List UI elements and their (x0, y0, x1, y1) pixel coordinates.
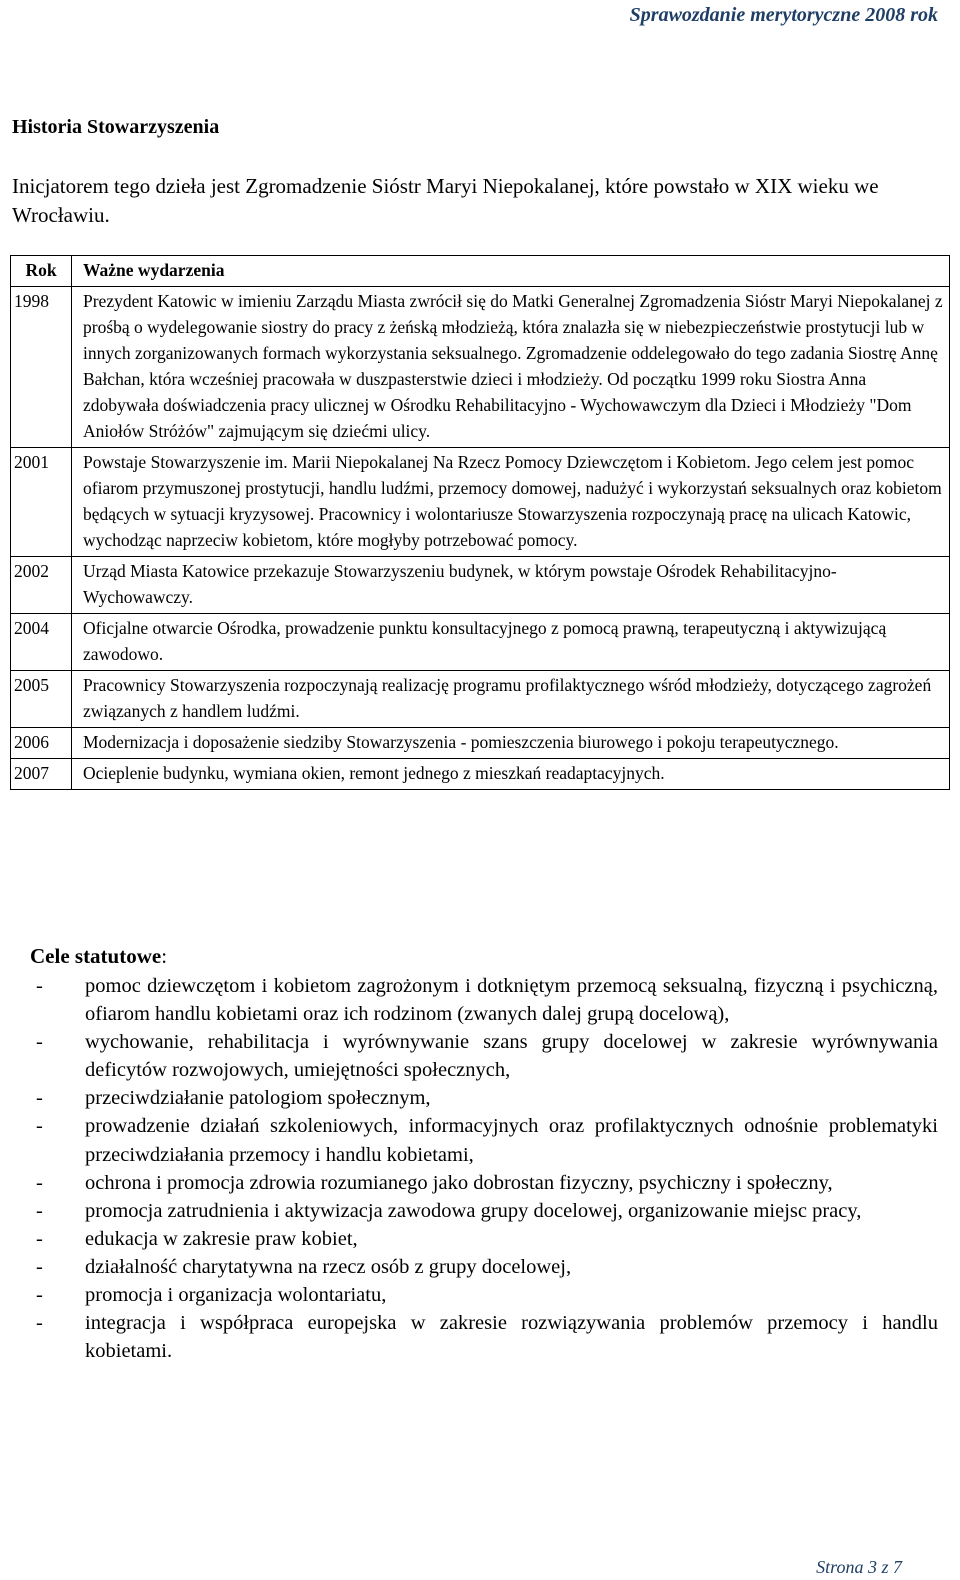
goals-heading (30, 944, 167, 969)
row-year: 1998 (11, 287, 72, 448)
section-title: Historia Stowarzyszenia (12, 116, 220, 138)
table-row (11, 614, 950, 671)
list-item (36, 1253, 938, 1281)
events-table (10, 255, 950, 790)
list-item-text: pomoc dziewczętom i kobietom zagrożonym i dotkniętym przemocą seksualną, fizyczną i psychiczną, ofiarom handlu kobietami oraz ich rodzinom (zwanych dalej grupą docelową), (85, 975, 938, 1026)
row-event: Oficjalne otwarcie Ośrodka, prowadzenie punktu konsultacyjnego z pomocą prawną, terapeutyczną i aktywizującą zawodowo. (72, 614, 950, 671)
list-dash: - (36, 1255, 43, 1278)
table-row (11, 287, 950, 448)
row-year: 2007 (11, 759, 72, 790)
column-header-events: Ważne wydarzenia (72, 256, 950, 287)
row-event: Prezydent Katowic w imieniu Zarządu Miasta zwrócił się do Matki Generalnej Zgromadzenia Sióstr Maryi Niepokalanej z prośbą o wydelegowanie siostry do pracy z żeńską młodzieżą, która znalazła się w niebezpieczeństwie prostytucji lub w innych zorganizowanych formach wykorzystania seksualnego. Zgromadzenie oddelegowało do tego zadania Siostrę Annę Bałchan, która wcześniej pracowała w duszpasterstwie dzieci i młodzieży. Od początku 1999 roku Siostra Anna zdobywała doświadczenia pracy ulicznej w Ośrodku Rehabilitacyjno - Wychowawczym dla Dzieci i Młodzieży "Dom Aniołów Stróżów" zajmującym się dziećmi ulicy. (72, 287, 950, 448)
list-item-text: promocja i organizacja wolontariatu, (85, 1284, 387, 1307)
table-header-row (11, 256, 950, 287)
row-year: 2004 (11, 614, 72, 671)
table-row (11, 759, 950, 790)
row-year: 2002 (11, 557, 72, 614)
row-event: Modernizacja i doposażenie siedziby Stowarzyszenia - pomieszczenia biurowego i pokoju terapeutycznego. (72, 728, 950, 759)
row-event: Pracownicy Stowarzyszenia rozpoczynają realizację programu profilaktycznego wśród młodzieży, dotyczącego zagrożeń związanych z handlem ludźmi. (72, 671, 950, 728)
list-item (36, 1281, 938, 1309)
row-year: 2006 (11, 728, 72, 759)
list-item (36, 1028, 938, 1084)
row-event: Urząd Miasta Katowice przekazuje Stowarzyszeniu budynek, w którym powstaje Ośrodek Rehabilitacyjno-Wychowawczy. (72, 557, 950, 614)
list-item-text: wychowanie, rehabilitacja i wyrównywanie szans grupy docelowej w zakresie wyrównywania deficytów rozwojowych, umiejętności społecznych, (85, 1031, 938, 1082)
column-header-year: Rok (11, 256, 72, 287)
table-row (11, 671, 950, 728)
goals-title: Cele statutowe (30, 944, 162, 968)
goals-list (36, 972, 938, 1365)
page-footer: Strona 3 z 7 (816, 1557, 902, 1577)
list-dash: - (36, 1312, 43, 1335)
row-event: Ocieplenie budynku, wymiana okien, remont jednego z mieszkań readaptacyjnych. (72, 759, 950, 790)
list-dash: - (36, 1171, 43, 1194)
row-year: 2001 (11, 448, 72, 557)
list-item-text: integracja i współpraca europejska w zakresie rozwiązywania problemów przemocy i handlu kobietami. (85, 1312, 938, 1363)
intro-paragraph: Inicjatorem tego dzieła jest Zgromadzenie Sióstr Maryi Niepokalanej, które powstało w XIX wieku we Wrocławiu. (12, 174, 879, 227)
list-item (36, 1197, 938, 1225)
list-item (36, 1169, 938, 1197)
row-event: Powstaje Stowarzyszenie im. Marii Niepokalanej Na Rzecz Pomocy Dziewczętom i Kobietom. Jego celem jest pomoc ofiarom przymuszonej prostytucji, handlu ludźmi, przemocy domowej, nadużyć i wykorzystań seksualnych oraz kobietom będących w sytuacji kryzysowej. Pracownicy i wolontariusze Stowarzyszenia rozpoczynają pracę na ulicach Katowic, wychodząc naprzeciw kobietom, które mogłyby potrzebować pomocy. (72, 448, 950, 557)
list-item-text: przeciwdziałanie patologiom społecznym, (85, 1087, 431, 1110)
table-row (11, 448, 950, 557)
table-row (11, 557, 950, 614)
list-item-text: działalność charytatywna na rzecz osób z grupy docelowej, (85, 1255, 572, 1278)
row-year: 2005 (11, 671, 72, 728)
goals-title-colon: : (161, 944, 168, 968)
list-item (36, 1309, 938, 1365)
list-item (36, 1112, 938, 1168)
list-dash: - (36, 1031, 43, 1054)
list-item-text: promocja zatrudnienia i aktywizacja zawodowa grupy docelowej, organizowanie miejsc pracy, (85, 1199, 862, 1222)
table-row (11, 728, 950, 759)
list-dash: - (36, 1087, 43, 1110)
list-dash: - (36, 975, 43, 997)
list-dash: - (36, 1199, 43, 1222)
list-item-text: edukacja w zakresie praw kobiet, (85, 1227, 358, 1250)
list-item (36, 972, 938, 1028)
list-item-text: prowadzenie działań szkoleniowych, informacyjnych oraz profilaktycznych odnośnie problematyki przeciwdziałania przemocy i handlu kobietami, (85, 1115, 938, 1166)
list-dash: - (36, 1227, 43, 1250)
list-item (36, 1084, 938, 1112)
list-dash: - (36, 1115, 43, 1138)
list-dash: - (36, 1284, 43, 1307)
page-header: Sprawozdanie merytoryczne 2008 rok (629, 4, 938, 26)
list-item-text: ochrona i promocja zdrowia rozumianego jako dobrostan fizyczny, psychiczny i społeczny, (85, 1171, 833, 1194)
list-item (36, 1225, 938, 1253)
